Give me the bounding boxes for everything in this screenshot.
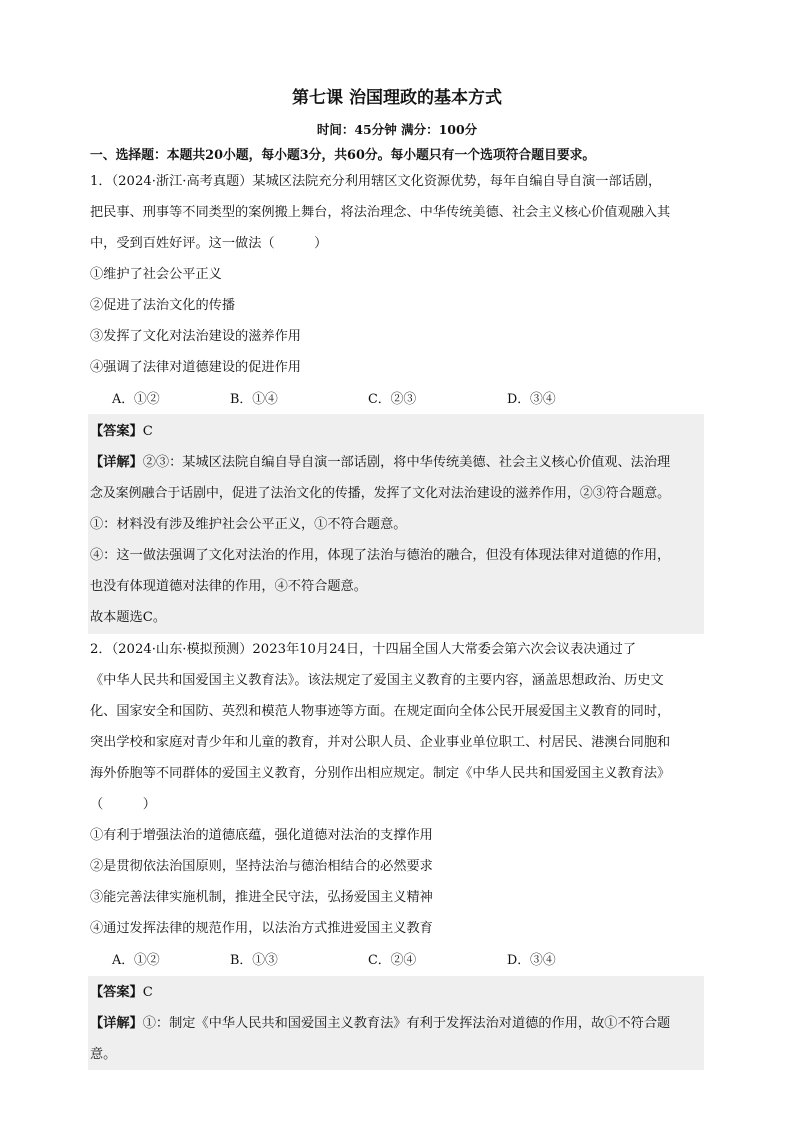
q2-detail-line: 意。: [90, 1047, 117, 1062]
q1-item: ④强调了法律对道德建设的促进作用: [90, 360, 301, 375]
section-heading: 一、选择题：本题共20小题，每小题3分，共60分。每小题只有一个选项符合题目要求。: [90, 148, 596, 163]
page-title: 第七课 治国理政的基本方式: [292, 88, 502, 108]
q1-detail-line: 也没有体现道德对法律的作用，④不符合题意。: [90, 579, 367, 594]
q1-option-b: B．①④: [230, 392, 278, 407]
q1-answer: [90, 422, 704, 442]
q2-stem-line: 化、国家安全和国防、英烈和模范人物事迹等方面。在规定面向全体公民开展爱国主义教育的同时，: [90, 704, 671, 719]
q2-stem-line: 海外侨胞等不同群体的爱国主义教育，分别作出相应规定。制定《中华人民共和国爱国主义教育法》: [90, 766, 671, 781]
q1-item: ②促进了法治文化的传播: [90, 298, 236, 313]
q2-item: ④通过发挥法律的规范作用，以法治方式推进爱国主义教育: [90, 921, 433, 936]
q1-detail-line: 故本题选C。: [90, 610, 167, 625]
q1-detail-line: ①：材料没有涉及维护社会公平正义，①不符合题意。: [90, 517, 407, 532]
q1-option-c: C．②③: [368, 392, 417, 407]
exam-time-score: 时间：45分钟 满分：100分: [316, 122, 478, 137]
q1-detail-line: [90, 453, 704, 473]
q1-item: ①维护了社会公平正义: [90, 267, 222, 282]
q1-stem-line: 中，受到百姓好评。这一做法（ ）: [90, 236, 328, 251]
q1-option-d: D．③④: [507, 392, 556, 407]
q2-stem-line: 突出学校和家庭对青少年和儿童的教育，并对公职人员、企业事业单位职工、村居民、港澳台同胞和: [90, 735, 671, 750]
q2-stem-line: 《中华人民共和国爱国主义教育法》。该法规定了爱国主义教育的主要内容，涵盖思想政治、历史文: [90, 673, 664, 688]
q2-stem-line: 2．（2024·山东·模拟预测）2023年10月24日，十四届全国人大常委会第六次会议表决通过了: [90, 642, 637, 657]
q2-option-d: D．③④: [507, 953, 556, 968]
q1-detail-line: 念及案例融合于话剧中，促进了法治文化的传播，发挥了文化对法治建设的滋养作用，②③符合题意。: [90, 486, 671, 501]
q2-item: ③能完善法律实施机制，推进全民守法，弘扬爱国主义精神: [90, 890, 433, 905]
detail-text: ①：制定《中华人民共和国爱国主义教育法》有利于发挥法治对道德的作用，故①不符合题: [142, 1016, 671, 1031]
q1-item: ③发挥了文化对法治建设的滋养作用: [90, 329, 301, 344]
detail-label: 【详解】: [90, 455, 143, 470]
q2-answer: [90, 983, 704, 1003]
q1-detail-line: ④：这一做法强调了文化对法治的作用，体现了法治与德治的融合，但没有体现法律对道德的作用，: [90, 548, 671, 563]
q2-option-c: C．②④: [368, 953, 417, 968]
answer-label: 【答案】: [90, 424, 143, 439]
q1-stem-line: 把民事、刑事等不同类型的案例搬上舞台，将法治理念、中华传统美德、社会主义核心价值观融入其: [90, 205, 671, 220]
answer-value: C: [142, 424, 153, 439]
answer-label: 【答案】: [90, 985, 143, 1000]
q1-option-a: A．①②: [112, 392, 160, 407]
q2-item: ②是贯彻依法治国原则，坚持法治与德治相结合的必然要求: [90, 859, 433, 874]
answer-value: C: [142, 985, 153, 1000]
q2-detail-line: [90, 1014, 704, 1034]
detail-text: ②③：某城区法院自编自导自演一部话剧，将中华传统美德、社会主义核心价值观、法治理: [142, 455, 671, 470]
q2-stem-line: （ ）: [90, 797, 156, 812]
q2-item: ①有利于增强法治的道德底蕴，强化道德对法治的支撑作用: [90, 828, 433, 843]
q2-option-a: A．①②: [112, 953, 160, 968]
q1-stem-line: 1．（2024·浙江·高考真题）某城区法院充分利用辖区文化资源优势，每年自编自导自演一部话剧，: [90, 174, 662, 189]
q2-option-b: B．①③: [230, 953, 278, 968]
detail-label: 【详解】: [90, 1016, 143, 1031]
